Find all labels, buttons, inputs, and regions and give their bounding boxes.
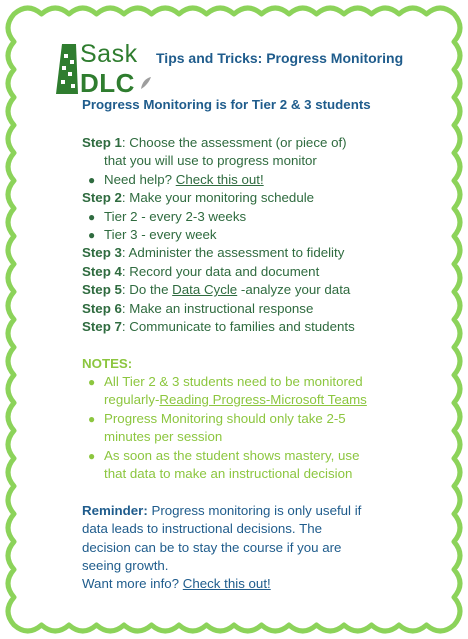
step-text: : Communicate to families and students bbox=[121, 319, 355, 334]
step-text: : Administer the assessment to fidelity bbox=[121, 245, 345, 260]
step-4 bbox=[82, 264, 319, 280]
step-label: Step 3 bbox=[82, 245, 122, 260]
step-1-continuation: that you will use to progress monitor bbox=[104, 153, 317, 168]
step-label: Step 4 bbox=[82, 264, 122, 279]
more-info-prefix: Want more info? bbox=[82, 576, 183, 591]
step-label: Step 7 bbox=[82, 319, 122, 334]
reminder-line-1 bbox=[82, 503, 361, 519]
saskdlc-logo bbox=[52, 40, 162, 98]
note-2-continuation: minutes per session bbox=[104, 429, 223, 444]
step-6 bbox=[82, 301, 313, 317]
page-title: Tips and Tricks: Progress Monitoring bbox=[156, 50, 404, 66]
note-text: Progress Monitoring should only take 2-5 bbox=[104, 411, 346, 426]
leaf-icon bbox=[140, 76, 152, 90]
logo-mark-icon bbox=[52, 40, 80, 96]
schedule-text: Tier 2 - every 2-3 weeks bbox=[104, 209, 247, 224]
reminder-line-3: decision can be to stay the course if you are bbox=[82, 540, 342, 555]
bullet-icon: ● bbox=[88, 210, 96, 224]
step-text: : Do the bbox=[121, 282, 173, 297]
step-1-help bbox=[88, 172, 264, 188]
logo-sask-text: Sask bbox=[80, 40, 138, 68]
notes-heading: NOTES: bbox=[82, 356, 133, 371]
schedule-text: Tier 3 - every week bbox=[104, 227, 217, 242]
reminder-line-2: data leads to instructional decisions. The bbox=[82, 521, 322, 536]
help-prefix: Need help? bbox=[104, 172, 176, 187]
note-1-continuation bbox=[104, 392, 367, 408]
reminder-line-4: seeing growth. bbox=[82, 558, 169, 573]
data-cycle-link[interactable]: Data Cycle bbox=[172, 282, 238, 297]
step-2 bbox=[82, 190, 314, 206]
step-text: : Make your monitoring schedule bbox=[121, 190, 315, 205]
note-3 bbox=[88, 448, 360, 464]
more-info-link[interactable]: Check this out! bbox=[182, 576, 271, 591]
bullet-icon: ● bbox=[88, 173, 96, 187]
step-label: Step 2 bbox=[82, 190, 122, 205]
tier-2-schedule bbox=[88, 209, 247, 225]
more-info bbox=[82, 576, 271, 592]
step-text-after: -analyze your data bbox=[237, 282, 351, 297]
step-text: : Choose the assessment (or piece of) bbox=[121, 135, 347, 150]
step-label: Step 6 bbox=[82, 301, 122, 316]
step-7 bbox=[82, 319, 355, 335]
note-2 bbox=[88, 411, 346, 427]
note-text: As soon as the student shows mastery, use bbox=[104, 448, 360, 463]
bullet-icon: ● bbox=[88, 449, 96, 463]
tier-3-schedule bbox=[88, 227, 217, 243]
note-1 bbox=[88, 374, 363, 390]
step-3 bbox=[82, 245, 344, 261]
reminder-text: Progress monitoring is only useful if bbox=[147, 503, 362, 518]
note-text: regularly- bbox=[104, 392, 160, 407]
step-text: : Make an instructional response bbox=[121, 301, 314, 316]
step-label: Step 1 bbox=[82, 135, 122, 150]
reminder-label: Reminder: bbox=[82, 503, 148, 518]
intro-heading: Progress Monitoring is for Tier 2 & 3 students bbox=[82, 97, 371, 112]
bullet-icon: ● bbox=[88, 375, 96, 389]
step-1 bbox=[82, 135, 347, 151]
bullet-icon: ● bbox=[88, 228, 96, 242]
step-text: : Record your data and document bbox=[121, 264, 320, 279]
logo-dlc-text: DLC bbox=[80, 68, 135, 98]
note-3-continuation: that data to make an instructional decision bbox=[104, 466, 353, 481]
bullet-icon: ● bbox=[88, 412, 96, 426]
note-text: All Tier 2 & 3 students need to be monitored bbox=[104, 374, 363, 389]
reading-progress-link[interactable]: Reading Progress-Microsoft Teams bbox=[159, 392, 367, 407]
step-label: Step 5 bbox=[82, 282, 122, 297]
help-link[interactable]: Check this out! bbox=[175, 172, 264, 187]
step-5 bbox=[82, 282, 350, 298]
